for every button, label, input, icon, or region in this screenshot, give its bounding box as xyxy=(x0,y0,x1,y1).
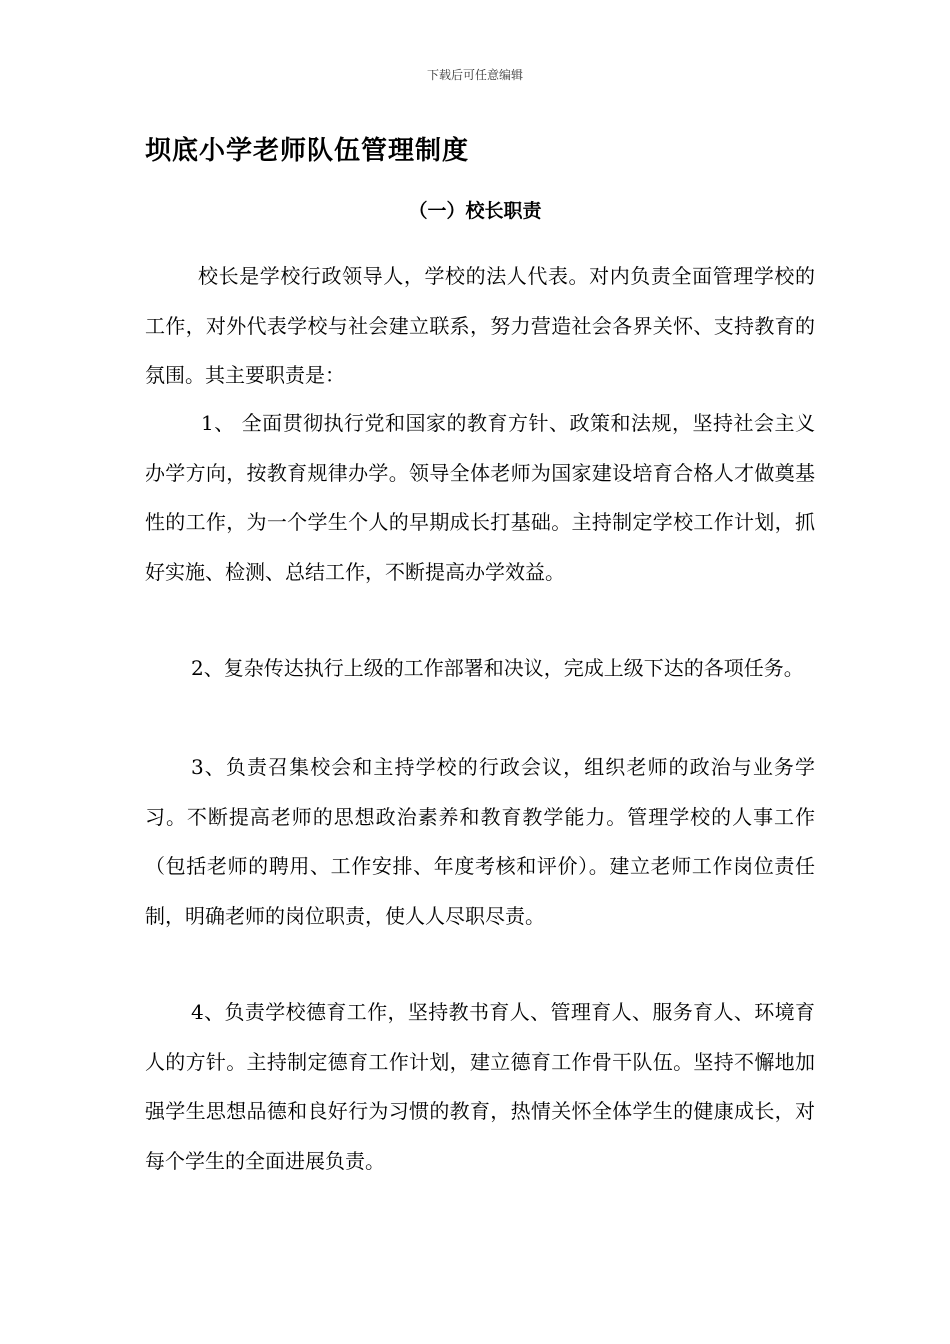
paragraph-item-2: 2、复杂传达执行上级的工作部署和决议，完成上级下达的各项任务。 xyxy=(191,656,804,680)
document-title: 坝底小学老师队伍管理制度 xyxy=(145,136,470,166)
paragraph-item-1: 1、 全面贯彻执行党和国家的教育方针、政策和法规，坚持社会主义办学方向，按教育规律办学。领导全体老师为国家建设培育合格人才做奠基性的工作，为一个学生个人的早期成长打基础。主持制定学校工作计划，抓好实施、检测、总结工作，不断提高办学效益。 xyxy=(145,411,815,584)
header-note: 下载后可任意编辑 xyxy=(426,68,523,82)
section-heading: （一）校长职责 xyxy=(408,200,542,222)
paragraph-intro: 校长是学校行政领导人，学校的法人代表。对内负责全面管理学校的工作，对外代表学校与社会建立联系，努力营造社会各界关怀、支持教育的氛围。其主要职责是： xyxy=(145,264,815,387)
paragraph-item-3: 3、负责召集校会和主持学校的行政会议，组织老师的政治与业务学习。不断提高老师的思想政治素养和教育教学能力。管理学校的人事工作（包括老师的聘用、工作安排、年度考核和评价）。建立老师工作岗位责任制，明确老师的岗位职责，使人人尽职尽责。 xyxy=(145,755,815,928)
paragraph-item-4: 4、负责学校德育工作，坚持教书育人、管理育人、服务育人、环境育人的方针。主持制定德育工作计划，建立德育工作骨干队伍。坚持不懈地加强学生思想品德和良好行为习惯的教育，热情关怀全体学生的健康成长，对每个学生的全面进展负责。 xyxy=(145,1000,815,1173)
